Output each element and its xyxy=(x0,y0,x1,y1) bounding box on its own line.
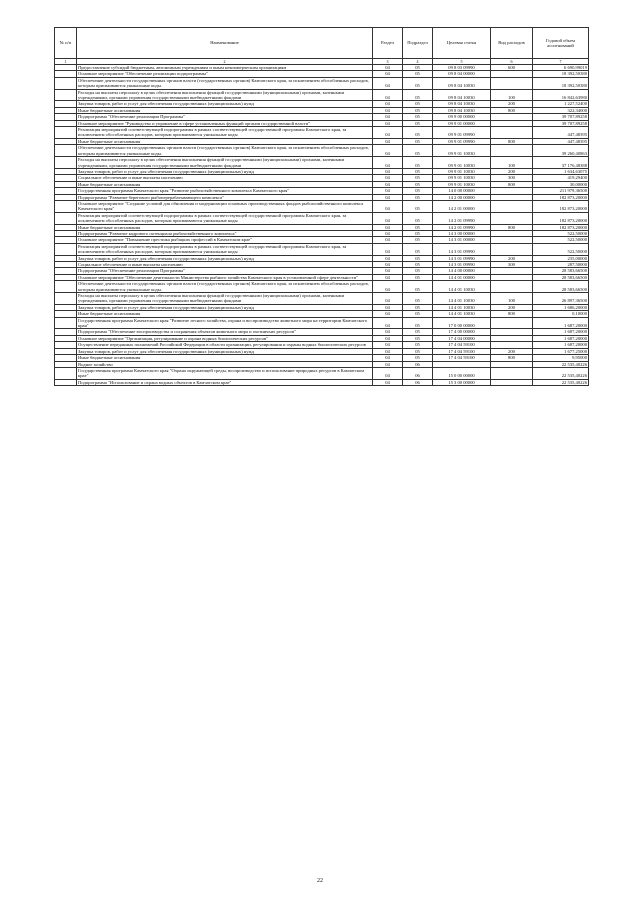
cell-statya: 17 4 00 00000 xyxy=(433,329,491,335)
cell-vid: 200 xyxy=(491,348,533,354)
cell-statya: 14 3 01 09990 xyxy=(433,243,491,255)
cell-vid: 100 xyxy=(491,293,533,305)
cell-statya: 09 8 04 00000 xyxy=(433,71,491,77)
header-statya: Целевая статья xyxy=(433,28,491,59)
cell-amount: 22 535,40226 xyxy=(533,379,589,385)
cell-amount: 182 873,20000 xyxy=(533,212,589,224)
header-number: № п/п xyxy=(55,28,77,59)
cell-vid xyxy=(491,77,533,89)
cell-vid: 200 xyxy=(491,304,533,310)
cell-razdel: 04 xyxy=(373,188,403,194)
page-number: 22 xyxy=(317,878,323,884)
cell-razdel: 04 xyxy=(373,274,403,280)
column-number: 5 xyxy=(433,59,491,65)
cell-name: Социальное обеспечение и иные выплаты населению xyxy=(77,262,373,268)
cell-name: Закупка товаров, работ и услуг для обеспечения государственных (муниципальных) нужд xyxy=(77,255,373,261)
cell-podrazdel: 05 xyxy=(403,181,433,187)
cell-podrazdel: 05 xyxy=(403,101,433,107)
cell-vid: 800 xyxy=(491,355,533,361)
cell-statya: 09 8 04 10030 xyxy=(433,101,491,107)
cell-vid: 300 xyxy=(491,175,533,181)
cell-statya: 14 4 01 10030 xyxy=(433,281,491,293)
cell-razdel: 04 xyxy=(373,65,403,71)
cell-podrazdel: 05 xyxy=(403,168,433,174)
cell-statya: 14 3 00 00000 xyxy=(433,230,491,236)
cell-amount: 211 979,36500 xyxy=(533,188,589,194)
cell-statya: 14 2 01 00000 xyxy=(433,200,491,212)
table-row xyxy=(55,379,589,385)
cell-vid: 300 xyxy=(491,262,533,268)
cell-podrazdel: 05 xyxy=(403,329,433,335)
cell-name: Подпрограмма "Развитие берегового рыбоперерабатывающего комплекса" xyxy=(77,194,373,200)
cell-vid: 600 xyxy=(491,65,533,71)
cell-name: Реализация мероприятий соответствующей подпрограммы в рамках соответствующей государственной программы Камчатского края, за исключением обособленных расходов, которым присваиваются уникальные коды xyxy=(77,127,373,139)
cell-amount: 0,10000 xyxy=(533,311,589,317)
cell-name: Обеспечение деятельности государственных органов власти (государственных органов) Камчатского края, за исключением обособленных расходов, которым присваиваются уникальные коды. xyxy=(77,281,373,293)
table-row xyxy=(55,89,589,101)
cell-amount: 522,50000 xyxy=(533,243,589,255)
cell-vid: 800 xyxy=(491,311,533,317)
cell-vid xyxy=(491,145,533,157)
cell-name: Основное мероприятие "Организация, регулирование и охрана водных биологических ресурсов" xyxy=(77,335,373,341)
column-number: 7 xyxy=(533,59,589,65)
cell-statya: 09 9 01 10030 xyxy=(433,145,491,157)
table-row xyxy=(55,317,589,329)
cell-amount: 447,48395 xyxy=(533,138,589,144)
cell-razdel: 04 xyxy=(373,281,403,293)
cell-name: Иные бюджетные ассигнования xyxy=(77,311,373,317)
cell-podrazdel: 05 xyxy=(403,175,433,181)
cell-vid xyxy=(491,243,533,255)
header-row xyxy=(55,28,589,59)
cell-name: Основное мероприятие "Руководство и управление в сфере установленных функций органов государственной власти" xyxy=(77,120,373,126)
cell-razdel: 04 xyxy=(373,367,403,379)
cell-amount: 30,00000 xyxy=(533,181,589,187)
cell-amount: 22 535,40226 xyxy=(533,361,589,367)
cell-name: Закупка товаров, работ и услуг для обеспечения государственных (муниципальных) нужд xyxy=(77,304,373,310)
cell-name: Подпрограмма "Использование и охрана водных объектов в Камчатском крае" xyxy=(77,379,373,385)
cell-amount: 22 535,40226 xyxy=(533,367,589,379)
cell-name: Основное мероприятие "Обеспечение деятельности Министерства рыбного хозяйства Камчатского края в установленной сфере деятельности" xyxy=(77,274,373,280)
cell-name: Обеспечение деятельности государственных органов власти (государственных органов) Камчатского края, за исключением обособленных расходов, которым присваиваются уникальные коды. xyxy=(77,145,373,157)
cell-razdel: 04 xyxy=(373,304,403,310)
table-row xyxy=(55,243,589,255)
cell-statya: 09 9 01 00000 xyxy=(433,120,491,126)
cell-amount: 37 176,48388 xyxy=(533,157,589,169)
cell-amount: 28 583,66500 xyxy=(533,274,589,280)
cell-name: Расходы на выплаты персоналу в целях обеспечения выполнения функций государственными (муниципальными) органами, казенными учреждениями, органами управления государственными внебюджетными фондами xyxy=(77,293,373,305)
cell-podrazdel: 05 xyxy=(403,355,433,361)
cell-statya: 14 4 01 00000 xyxy=(433,274,491,280)
cell-vid xyxy=(491,212,533,224)
cell-statya: 09 8 04 10030 xyxy=(433,107,491,113)
cell-vid: 200 xyxy=(491,255,533,261)
table-row xyxy=(55,212,589,224)
cell-razdel: 04 xyxy=(373,237,403,243)
cell-razdel: 04 xyxy=(373,348,403,354)
cell-razdel: 04 xyxy=(373,200,403,212)
cell-amount: 39 707,89258 xyxy=(533,120,589,126)
cell-statya: 17 4 04 59100 xyxy=(433,355,491,361)
cell-number xyxy=(55,77,77,89)
cell-podrazdel: 05 xyxy=(403,188,433,194)
cell-statya: 14 4 01 10030 xyxy=(433,293,491,305)
cell-vid: 200 xyxy=(491,101,533,107)
cell-name: Подпрограмма "Обеспечение реализации Программы" xyxy=(77,268,373,274)
cell-amount: 1 687,20000 xyxy=(533,342,589,348)
cell-podrazdel: 05 xyxy=(403,114,433,120)
cell-amount: 26 897,36500 xyxy=(533,293,589,305)
cell-statya: 17 0 00 00000 xyxy=(433,317,491,329)
cell-podrazdel: 05 xyxy=(403,281,433,293)
table-row xyxy=(55,367,589,379)
cell-razdel: 04 xyxy=(373,224,403,230)
cell-podrazdel: 05 xyxy=(403,145,433,157)
cell-vid: 200 xyxy=(491,168,533,174)
cell-razdel: 04 xyxy=(373,329,403,335)
cell-razdel: 04 xyxy=(373,145,403,157)
table-row xyxy=(55,157,589,169)
cell-amount: 447,48395 xyxy=(533,127,589,139)
cell-name: Закупка товаров, работ и услуг для обеспечения государственных (муниципальных) нужд xyxy=(77,168,373,174)
cell-vid xyxy=(491,379,533,385)
cell-name: Расходы на выплаты персоналу в целях обеспечения выполнения функций государственными (муниципальными) органами, казенными учреждениями, органами управления государственными внебюджетными фондами xyxy=(77,89,373,101)
cell-vid: 100 xyxy=(491,89,533,101)
cell-name: Иные бюджетные ассигнования xyxy=(77,138,373,144)
cell-statya: 17 4 04 59100 xyxy=(433,348,491,354)
cell-podrazdel: 05 xyxy=(403,77,433,89)
cell-razdel: 04 xyxy=(373,212,403,224)
cell-podrazdel: 06 xyxy=(403,379,433,385)
cell-razdel: 04 xyxy=(373,107,403,113)
cell-name: Подпрограмма "Обеспечение реализации Программы" xyxy=(77,114,373,120)
cell-statya: 14 4 01 10030 xyxy=(433,304,491,310)
table-row xyxy=(55,293,589,305)
budget-table xyxy=(54,27,589,386)
table-body xyxy=(55,65,589,386)
cell-number xyxy=(55,127,77,139)
cell-podrazdel: 05 xyxy=(403,230,433,236)
cell-name: Основное мероприятие "Повышение престижа рыбацких профессий в Камчатском крае" xyxy=(77,237,373,243)
cell-vid: 800 xyxy=(491,181,533,187)
cell-amount: 1 686,20000 xyxy=(533,304,589,310)
cell-name: Государственная программа Камчатского края "Развитие рыбохозяйственного комплекса Камчатского края" xyxy=(77,188,373,194)
cell-razdel: 04 xyxy=(373,114,403,120)
cell-statya: 14 2 01 09990 xyxy=(433,224,491,230)
cell-statya: 09 8 04 10030 xyxy=(433,89,491,101)
cell-podrazdel: 05 xyxy=(403,120,433,126)
cell-razdel: 04 xyxy=(373,268,403,274)
header-razdel: Раздел xyxy=(373,28,403,59)
cell-name: Предоставление субсидий бюджетным, автономным учреждениям и иным некоммерческим организациям xyxy=(77,65,373,71)
cell-number xyxy=(55,281,77,293)
cell-razdel: 04 xyxy=(373,335,403,341)
cell-vid: 800 xyxy=(491,224,533,230)
table-row xyxy=(55,77,589,89)
cell-podrazdel: 05 xyxy=(403,65,433,71)
table-row xyxy=(55,127,589,139)
cell-razdel: 04 xyxy=(373,379,403,385)
cell-statya: 15 3 00 00000 xyxy=(433,379,491,385)
cell-statya: 14 3 01 09990 xyxy=(433,262,491,268)
cell-razdel: 04 xyxy=(373,311,403,317)
cell-amount: 1 634,63075 xyxy=(533,168,589,174)
cell-podrazdel: 05 xyxy=(403,255,433,261)
cell-podrazdel: 05 xyxy=(403,200,433,212)
cell-amount: 28 583,66500 xyxy=(533,268,589,274)
cell-podrazdel: 05 xyxy=(403,138,433,144)
cell-amount: 6 690,99019 xyxy=(533,65,589,71)
cell-razdel: 04 xyxy=(373,293,403,305)
table-row xyxy=(55,200,589,212)
cell-podrazdel: 05 xyxy=(403,212,433,224)
cell-number xyxy=(55,89,77,101)
cell-vid xyxy=(491,367,533,379)
cell-razdel: 04 xyxy=(373,262,403,268)
cell-name: Подпрограмма "Обеспечение воспроизводства и сохранения объектов животного мира и охотничьих ресурсов" xyxy=(77,329,373,335)
cell-statya: 09 9 01 10030 xyxy=(433,157,491,169)
cell-amount: 522,50000 xyxy=(533,230,589,236)
cell-razdel: 04 xyxy=(373,175,403,181)
table-row xyxy=(55,281,589,293)
cell-name: Закупка товаров, работ и услуг для обеспечения государственных (муниципальных) нужд xyxy=(77,101,373,107)
header-vid: Вид расходов xyxy=(491,28,533,59)
cell-amount: 18 392,50380 xyxy=(533,77,589,89)
cell-podrazdel: 05 xyxy=(403,317,433,329)
cell-amount: 39 260,40863 xyxy=(533,145,589,157)
cell-statya: 09 9 01 09990 xyxy=(433,138,491,144)
column-number: 6 xyxy=(491,59,533,65)
cell-name: Государственная программа Камчатского края "Охрана окружающей среды, воспроизводство и использование природных ресурсов в Камчатском крае" xyxy=(77,367,373,379)
header-amount: Годовой объем ассигнований xyxy=(533,28,589,59)
cell-podrazdel: 05 xyxy=(403,304,433,310)
cell-amount: 322,34000 xyxy=(533,107,589,113)
cell-vid: 800 xyxy=(491,138,533,144)
cell-number xyxy=(55,200,77,212)
cell-statya: 14 0 00 00000 xyxy=(433,188,491,194)
cell-number xyxy=(55,145,77,157)
cell-amount: 419,29400 xyxy=(533,175,589,181)
cell-razdel: 04 xyxy=(373,77,403,89)
cell-name: Реализация мероприятий соответствующей подпрограммы в рамках соответствующей государственной программы Камчатского края, за исключением обособленных расходов, которым присваиваются уникальные коды xyxy=(77,212,373,224)
cell-name: Основное мероприятие "Обеспечение реализации подпрограммы" xyxy=(77,71,373,77)
cell-razdel: 04 xyxy=(373,127,403,139)
cell-amount: 182 873,20000 xyxy=(533,200,589,212)
cell-podrazdel: 05 xyxy=(403,311,433,317)
cell-statya: 14 3 01 09990 xyxy=(433,255,491,261)
cell-podrazdel: 05 xyxy=(403,342,433,348)
cell-statya: 17 4 04 00000 xyxy=(433,335,491,341)
cell-name: Обеспечение деятельности государственных органов власти (государственных органов) Камчатского края, за исключением обособленных расходов, которым присваиваются уникальные коды. xyxy=(77,77,373,89)
cell-name: Закупка товаров, работ и услуг для обеспечения государственных (муниципальных) нужд xyxy=(77,348,373,354)
cell-name: Осуществление переданных полномочий Российской Федерации в области организации, регулирования и охраны водных биологических ресурсов xyxy=(77,342,373,348)
cell-podrazdel: 05 xyxy=(403,194,433,200)
cell-number xyxy=(55,212,77,224)
cell-statya: 14 3 01 00000 xyxy=(433,237,491,243)
cell-razdel: 04 xyxy=(373,230,403,236)
cell-name: Иные бюджетные ассигнования xyxy=(77,224,373,230)
cell-amount: 9,95000 xyxy=(533,355,589,361)
cell-podrazdel: 05 xyxy=(403,268,433,274)
cell-amount: 235,00000 xyxy=(533,255,589,261)
cell-razdel: 04 xyxy=(373,138,403,144)
cell-razdel: 04 xyxy=(373,120,403,126)
cell-name: Иные бюджетные ассигнования xyxy=(77,181,373,187)
cell-razdel: 04 xyxy=(373,168,403,174)
cell-razdel: 04 xyxy=(373,71,403,77)
cell-statya: 09 9 01 09990 xyxy=(433,127,491,139)
cell-vid xyxy=(491,200,533,212)
cell-name: Социальное обеспечение и иные выплаты населению xyxy=(77,175,373,181)
cell-number xyxy=(55,317,77,329)
cell-razdel: 04 xyxy=(373,317,403,329)
cell-podrazdel: 05 xyxy=(403,335,433,341)
cell-amount: 39 707,89258 xyxy=(533,114,589,120)
cell-podrazdel: 05 xyxy=(403,348,433,354)
cell-statya: 09 9 01 10030 xyxy=(433,175,491,181)
cell-podrazdel: 05 xyxy=(403,293,433,305)
cell-statya: 09 9 00 00000 xyxy=(433,114,491,120)
cell-amount: 287,50000 xyxy=(533,262,589,268)
cell-number xyxy=(55,157,77,169)
cell-statya: 09 9 01 10030 xyxy=(433,181,491,187)
cell-statya: 14 4 00 00000 xyxy=(433,268,491,274)
cell-statya: 17 4 04 59100 xyxy=(433,342,491,348)
header-podrazdel: Подраздел xyxy=(403,28,433,59)
cell-name: Иные бюджетные ассигнования xyxy=(77,107,373,113)
column-number: 2 xyxy=(77,59,373,65)
cell-vid: 800 xyxy=(491,107,533,113)
cell-amount: 1 687,20000 xyxy=(533,335,589,341)
cell-vid xyxy=(491,317,533,329)
cell-vid xyxy=(491,127,533,139)
cell-vid: 100 xyxy=(491,157,533,169)
cell-amount: 1 687,20000 xyxy=(533,317,589,329)
cell-name: Реализация мероприятий соответствующей подпрограммы в рамках соответствующей государственной программы Камчатского края, за исключением обособленных расходов, которым присваиваются уникальные коды xyxy=(77,243,373,255)
cell-statya: 09 8 03 09990 xyxy=(433,65,491,71)
header-name: Наименование xyxy=(77,28,373,59)
cell-razdel: 04 xyxy=(373,361,403,367)
cell-razdel: 04 xyxy=(373,194,403,200)
cell-razdel: 04 xyxy=(373,255,403,261)
column-number: 4 xyxy=(403,59,433,65)
cell-amount: 182 873,20000 xyxy=(533,194,589,200)
cell-number xyxy=(55,379,77,385)
cell-amount: 1 677,25000 xyxy=(533,348,589,354)
cell-name: Водное хозяйство xyxy=(77,361,373,367)
cell-vid xyxy=(491,281,533,293)
table-row xyxy=(55,145,589,157)
cell-statya: 15 0 00 00000 xyxy=(433,367,491,379)
cell-podrazdel: 06 xyxy=(403,367,433,379)
cell-statya: 09 8 04 10030 xyxy=(433,77,491,89)
cell-podrazdel: 05 xyxy=(403,71,433,77)
cell-statya: 14 4 01 10030 xyxy=(433,311,491,317)
cell-number xyxy=(55,367,77,379)
cell-razdel: 04 xyxy=(373,342,403,348)
cell-name: Иные бюджетные ассигнования xyxy=(77,355,373,361)
cell-razdel: 04 xyxy=(373,243,403,255)
cell-razdel: 04 xyxy=(373,101,403,107)
cell-podrazdel: 05 xyxy=(403,262,433,268)
cell-number xyxy=(55,293,77,305)
cell-podrazdel: 05 xyxy=(403,89,433,101)
cell-amount: 1 687,20000 xyxy=(533,329,589,335)
column-number: 1 xyxy=(55,59,77,65)
cell-podrazdel: 05 xyxy=(403,157,433,169)
cell-podrazdel: 05 xyxy=(403,224,433,230)
cell-podrazdel: 06 xyxy=(403,361,433,367)
cell-statya: 14 2 00 00000 xyxy=(433,194,491,200)
cell-razdel: 04 xyxy=(373,89,403,101)
cell-statya: 14 2 01 09990 xyxy=(433,212,491,224)
column-number: 3 xyxy=(373,59,403,65)
cell-name: Государственная программа Камчатского края "Развитие лесного хозяйства, охрана и воспроизводство животного мира на территории Камчатского края" xyxy=(77,317,373,329)
cell-amount: 18 392,50380 xyxy=(533,71,589,77)
cell-podrazdel: 05 xyxy=(403,237,433,243)
cell-podrazdel: 05 xyxy=(403,243,433,255)
cell-podrazdel: 05 xyxy=(403,127,433,139)
cell-razdel: 04 xyxy=(373,181,403,187)
cell-razdel: 04 xyxy=(373,157,403,169)
cell-podrazdel: 05 xyxy=(403,107,433,113)
cell-amount: 522,50000 xyxy=(533,237,589,243)
cell-amount: 16 842,63980 xyxy=(533,89,589,101)
cell-statya: 09 9 01 10030 xyxy=(433,168,491,174)
cell-number xyxy=(55,243,77,255)
cell-name: Расходы на выплаты персоналу в целях обеспечения выполнения функций государственными (муниципальными) органами, казенными учреждениями, органами управления государственными внебюджетными фондами xyxy=(77,157,373,169)
cell-razdel: 04 xyxy=(373,355,403,361)
cell-amount: 1 227,52400 xyxy=(533,101,589,107)
cell-amount: 28 583,66500 xyxy=(533,281,589,293)
cell-amount: 182 873,20000 xyxy=(533,224,589,230)
cell-podrazdel: 05 xyxy=(403,274,433,280)
cell-name: Основное мероприятие "Создание условий для обновления и модернизации основных производственных фондов рыбохозяйственного комплекса Камчатского края" xyxy=(77,200,373,212)
cell-name: Подпрограмма "Развитие кадрового потенциала рыбохозяйственного комплекса" xyxy=(77,230,373,236)
